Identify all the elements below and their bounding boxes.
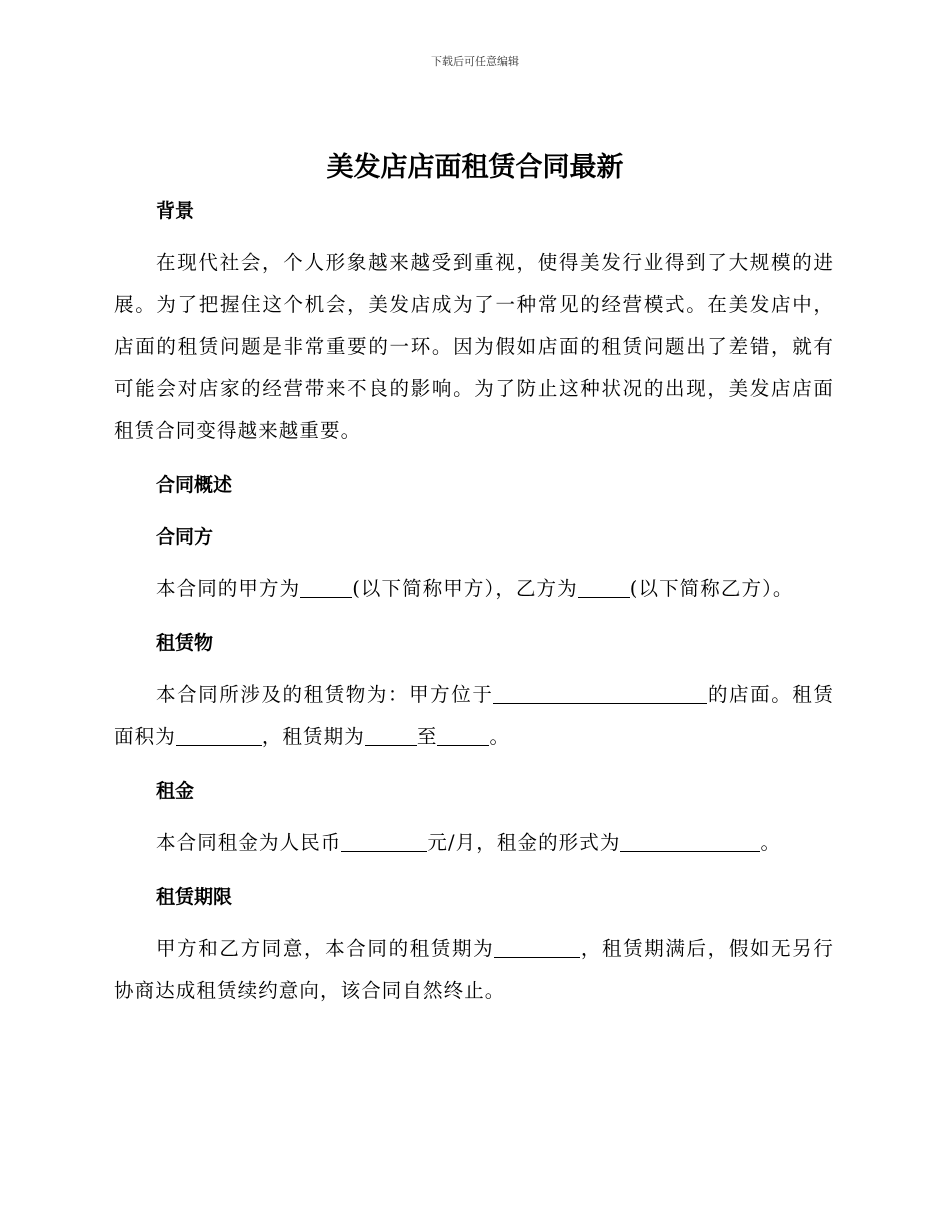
location-blank[interactable] bbox=[493, 685, 707, 704]
rent-paragraph bbox=[114, 822, 834, 864]
object-text-4: 至 bbox=[416, 725, 438, 748]
rent-text-3: 。 bbox=[760, 831, 782, 854]
lease-object-paragraph bbox=[114, 674, 834, 758]
section-heading-overview: 合同概述 bbox=[156, 474, 233, 496]
section-heading-rent: 租金 bbox=[156, 780, 195, 802]
header-note: 下载后可任意编辑 bbox=[431, 55, 519, 68]
term-text-1: 甲方和乙方同意，本合同的租赁期为 bbox=[156, 937, 495, 960]
party-b-blank[interactable] bbox=[578, 579, 630, 598]
parties-text-1: 本合同的甲方为 bbox=[156, 577, 301, 600]
rent-text-1: 本合同租金为人民币 bbox=[156, 831, 342, 854]
parties-text-2: (以下简称甲方），乙方为 bbox=[352, 577, 578, 600]
background-paragraph: 在现代社会，个人形象越来越受到重视，使得美发行业得到了大规模的进展。为了把握住这个机会，美发店成为了一种常见的经营模式。在美发店中，店面的租赁问题是非常重要的一环。因为假如店面的租赁问题出了差错，就有可能会对店家的经营带来不良的影响。为了防止这种状况的出现，美发店店面租赁合同变得越来越重要。 bbox=[114, 251, 834, 442]
term-text-2: ，租赁期满后，假如无另行协商达成租赁续约意向，该合同自然终止。 bbox=[114, 937, 834, 1002]
rent-amount-blank[interactable] bbox=[341, 833, 427, 852]
payment-form-blank[interactable] bbox=[620, 833, 760, 852]
object-text-2: 的店面。租赁面积为 bbox=[114, 683, 834, 748]
section-heading-parties: 合同方 bbox=[156, 526, 214, 548]
area-blank[interactable] bbox=[176, 727, 262, 746]
lease-term-paragraph bbox=[114, 928, 834, 1012]
object-text-3: ，租赁期为 bbox=[261, 725, 365, 748]
object-text-1: 本合同所涉及的租赁物为：甲方位于 bbox=[156, 683, 494, 706]
section-heading-lease-object: 租赁物 bbox=[156, 632, 214, 654]
document-body bbox=[114, 194, 834, 1012]
document-title: 美发店店面租赁合同最新 bbox=[326, 152, 624, 183]
start-date-blank[interactable] bbox=[365, 727, 417, 746]
object-text-5: 。 bbox=[489, 725, 511, 748]
rent-text-2: 元/月，租金的形式为 bbox=[427, 831, 621, 854]
section-heading-lease-term: 租赁期限 bbox=[156, 886, 233, 908]
end-date-blank[interactable] bbox=[437, 727, 489, 746]
lease-term-blank[interactable] bbox=[494, 939, 580, 958]
parties-text-3: (以下简称乙方）。 bbox=[629, 577, 794, 600]
parties-paragraph bbox=[114, 568, 834, 610]
party-a-blank[interactable] bbox=[300, 579, 352, 598]
section-heading-background: 背景 bbox=[156, 200, 195, 222]
